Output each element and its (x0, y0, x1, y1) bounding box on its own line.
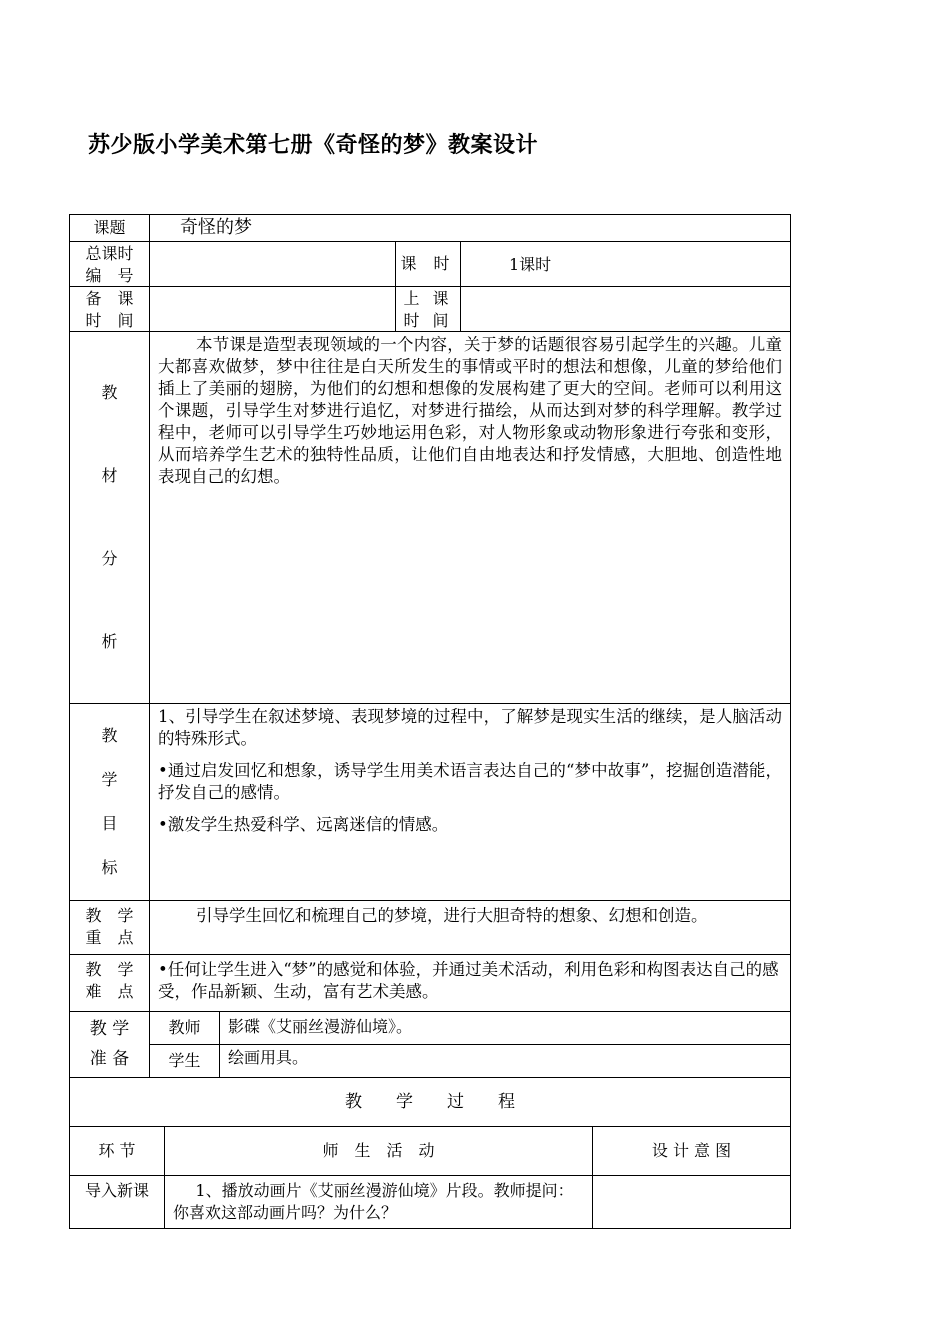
analysis-label-char-4: 析 (101, 631, 118, 651)
hours-label-cell (395, 241, 461, 287)
total-hours-label-line1: 总课时 (85, 244, 134, 263)
goals-label-char-2: 学 (101, 770, 118, 789)
process-heading-cell (69, 1077, 791, 1127)
analysis-label-char-1: 教 (101, 383, 118, 403)
teacher-value: 影碟《艾丽丝漫游仙境》。 (228, 1017, 413, 1036)
goals-text-cell (149, 703, 791, 901)
goals-label-char-1: 教 (101, 726, 118, 745)
hours-value-cell (460, 241, 791, 287)
hours-value: 1课时 (509, 255, 552, 274)
analysis-label-cell (69, 331, 150, 704)
teacher-label: 教师 (168, 1018, 201, 1037)
row1-stage: 导入新课 (84, 1181, 149, 1200)
difficulties-label-cell (69, 954, 150, 1012)
class-time-label-line1: 上 课 (403, 289, 453, 308)
col-intent-header: 设 计 意 图 (651, 1141, 732, 1160)
teacher-label-cell (149, 1011, 220, 1045)
class-time-label-line2: 时 间 (403, 311, 453, 330)
goals-label-char-4: 标 (101, 858, 118, 877)
analysis-text-cell (149, 331, 791, 704)
total-hours-label-line2: 编 号 (85, 266, 134, 285)
prep-label-line2: 准 备 (89, 1049, 130, 1069)
total-hours-value-cell (149, 241, 396, 287)
difficulties-label-line2: 难 点 (85, 982, 134, 1001)
process-heading: 教 学 过 程 (345, 1092, 515, 1112)
row1-activity-cell (164, 1175, 593, 1229)
student-label-cell (149, 1044, 220, 1078)
difficulties-text-cell (149, 954, 791, 1012)
document-title: 苏少版小学美术第七册《奇怪的梦》教案设计 (88, 133, 539, 158)
topic-label-cell (69, 214, 150, 242)
goal-item-2: •通过启发回忆和想象，诱导学生用美术语言表达自己的“梦中故事”，挖掘创造潜能，抒发自己的感情。 (158, 761, 782, 802)
col-activity-header-cell (164, 1126, 593, 1176)
key-points-text-cell (149, 900, 791, 955)
difficulties-text: •任何让学生进入“梦”的感觉和体验，并通过美术活动，利用色彩和构图表达自己的感受，作品新颖、生动，富有艺术美感。 (158, 960, 779, 1001)
analysis-text: 本节课是造型表现领域的一个内容，关于梦的话题很容易引起学生的兴趣。儿童大都喜欢做梦，梦中往往是白天所发生的事情或平时的想法和想像，儿童的梦给他们插上了美丽的翅膀，为他们的幻想和想像的发展构建了更大的空间。老师可以利用这个课题，引导学生对梦进行追忆，对梦进行描绘，从而达到对梦的科学理解。教学过程中，老师可以引导学生巧妙地运用色彩，对人物形象或动物形象进行夸张和变形，从而培养学生艺术的独特性品质，让他们自由地表达和抒发情感，大胆地、创造性地表现自己的幻想。 (158, 335, 782, 486)
prep-time-label-line1: 备 课 (85, 289, 134, 308)
prep-time-value-cell (149, 286, 396, 332)
topic-value-cell (149, 214, 791, 242)
key-points-label-cell (69, 900, 150, 955)
difficulties-label-line1: 教 学 (85, 960, 134, 979)
row1-activity: 1、播放动画片《艾丽丝漫游仙境》片段。教师提问：你喜欢这部动画片吗？为什么？ (173, 1181, 574, 1222)
prep-time-label-line2: 时 间 (85, 311, 134, 330)
total-hours-label-cell (69, 241, 150, 287)
col-intent-header-cell (592, 1126, 791, 1176)
goals-label-cell (69, 703, 150, 901)
row1-intent-cell (592, 1175, 791, 1229)
col-stage-header-cell (69, 1126, 165, 1176)
class-time-value-cell (460, 286, 791, 332)
class-time-label-cell (395, 286, 461, 332)
key-points-label-line1: 教 学 (85, 906, 134, 925)
topic-value: 奇怪的梦 (180, 217, 252, 238)
analysis-label-char-3: 分 (101, 548, 118, 568)
prep-label-line1: 教 学 (89, 1019, 130, 1039)
goals-label-char-3: 目 (101, 814, 118, 833)
goal-item-1: 1、引导学生在叙述梦境、表现梦境的过程中，了解梦是现实生活的继续，是人脑活动的特殊形式。 (158, 707, 782, 748)
key-points-label-line2: 重 点 (85, 928, 134, 947)
teacher-value-cell (219, 1011, 791, 1045)
col-stage-header: 环 节 (98, 1141, 136, 1160)
prep-time-label-cell (69, 286, 150, 332)
student-value-cell (219, 1044, 791, 1078)
col-activity-header: 师 生 活 动 (322, 1141, 435, 1160)
student-label: 学生 (168, 1051, 201, 1070)
topic-label: 课题 (93, 218, 126, 237)
row1-stage-cell (69, 1175, 165, 1229)
student-value: 绘画用具。 (228, 1048, 309, 1067)
key-points-text: 引导学生回忆和梳理自己的梦境，进行大胆奇特的想象、幻想和创造。 (195, 906, 708, 925)
hours-label: 课 时 (400, 254, 456, 273)
analysis-label-char-2: 材 (101, 466, 118, 486)
prep-label-cell (69, 1011, 150, 1078)
goal-item-3: •激发学生热爱科学、远离迷信的情感。 (158, 815, 449, 834)
